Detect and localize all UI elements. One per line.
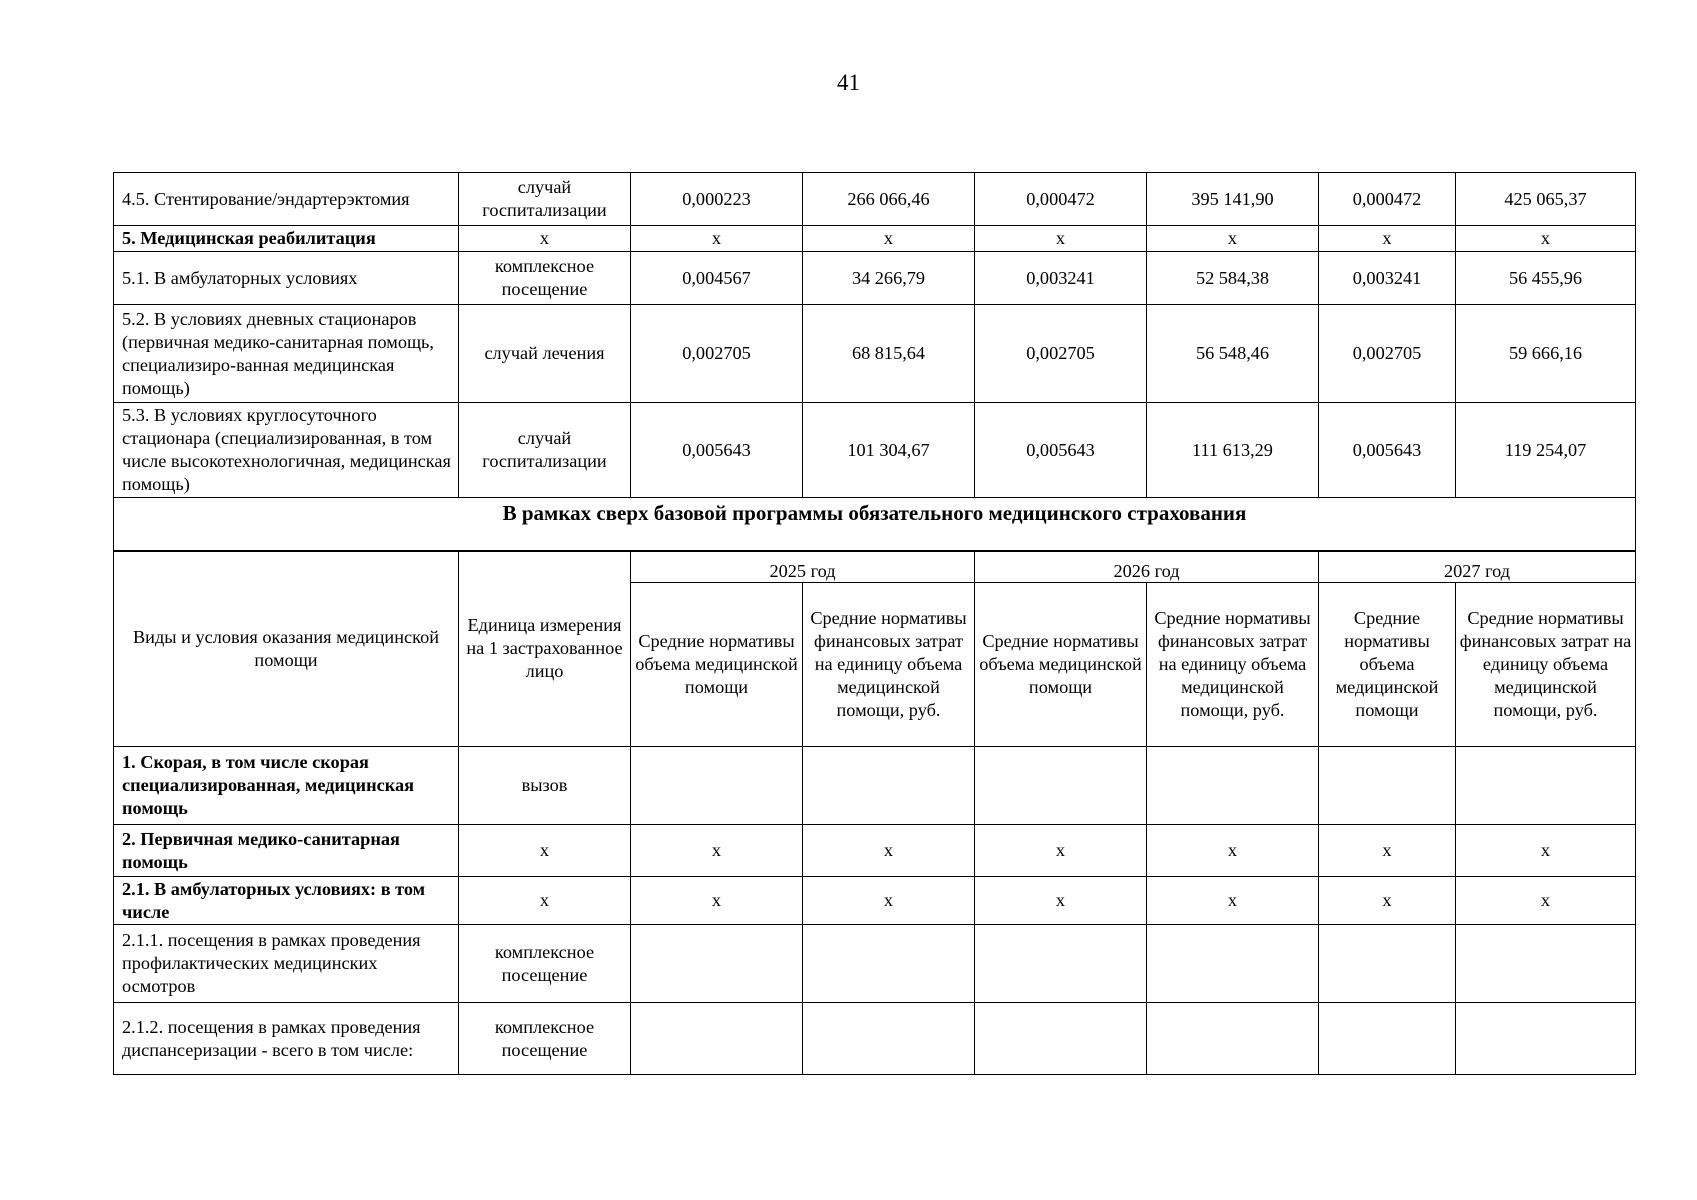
value-cell: х: [1147, 877, 1319, 925]
value-cell: 266 066,46: [803, 173, 975, 226]
value-cell: 56 455,96: [1456, 252, 1636, 305]
value-cell: [1456, 1003, 1636, 1075]
value-cell: 52 584,38: [1147, 252, 1319, 305]
table-row: [114, 825, 1636, 877]
value-cell: 0,000472: [1319, 173, 1456, 226]
value-cell: 0,003241: [975, 252, 1147, 305]
value-cell: х: [631, 226, 803, 252]
value-cell: 0,002705: [975, 305, 1147, 403]
row-label: 1. Скорая, в том числе скорая специализированная, медицинская помощь: [114, 747, 459, 825]
value-cell: [1147, 1003, 1319, 1075]
table-row: [114, 747, 1636, 825]
unit-cell: х: [459, 877, 631, 925]
year-header: 2025 год: [631, 551, 975, 583]
table-row: [114, 403, 1636, 498]
value-cell: [1456, 747, 1636, 825]
row-label: 2. Первичная медико-санитарная помощь: [114, 825, 459, 877]
table-row: [114, 877, 1636, 925]
value-cell: х: [1456, 226, 1636, 252]
value-cell: [975, 925, 1147, 1003]
value-cell: х: [631, 825, 803, 877]
norms-table-part1: [113, 172, 1636, 552]
value-cell: х: [803, 226, 975, 252]
value-cell: 0,005643: [975, 403, 1147, 498]
value-cell: [631, 747, 803, 825]
value-cell: 0,004567: [631, 252, 803, 305]
row-label: 5.2. В условиях дневных стационаров (первичная медико-санитарная помощь, специализиро-ванная медицинская помощь): [114, 305, 459, 403]
value-cell: х: [975, 877, 1147, 925]
row-label: 5. Медицинская реабилитация: [114, 226, 459, 252]
value-cell: 0,003241: [1319, 252, 1456, 305]
value-cell: 0,000223: [631, 173, 803, 226]
year-header: 2026 год: [975, 551, 1319, 583]
value-cell: х: [803, 825, 975, 877]
value-cell: х: [1147, 226, 1319, 252]
value-cell: [1147, 925, 1319, 1003]
value-cell: 395 141,90: [1147, 173, 1319, 226]
value-cell: [1319, 925, 1456, 1003]
value-cell: [631, 925, 803, 1003]
value-cell: 34 266,79: [803, 252, 975, 305]
value-cell: 59 666,16: [1456, 305, 1636, 403]
table-row: [114, 925, 1636, 1003]
value-cell: 425 065,37: [1456, 173, 1636, 226]
unit-cell: вызов: [459, 747, 631, 825]
value-cell: [803, 747, 975, 825]
value-cell: х: [803, 877, 975, 925]
table-row: [114, 173, 1636, 226]
row-label: 5.1. В амбулаторных условиях: [114, 252, 459, 305]
row-label: 2.1. В амбулаторных условиях: в том числе: [114, 877, 459, 925]
year-header: 2027 год: [1319, 551, 1636, 583]
unit-cell: комплексное посещение: [459, 252, 631, 305]
unit-cell: случай лечения: [459, 305, 631, 403]
value-cell: 111 613,29: [1147, 403, 1319, 498]
section-title: В рамках сверх базовой программы обязательного медицинского страхования: [114, 498, 1636, 552]
column-header-type: Виды и условия оказания медицинской помощи: [114, 551, 459, 747]
norms-table-part2: [113, 550, 1636, 1075]
table-row: [114, 305, 1636, 403]
value-cell: [803, 925, 975, 1003]
row-label: 5.3. В условиях круглосуточного стационара (специализированная, в том числе высокотехнологичная, медицинская помощь): [114, 403, 459, 498]
table-row: [114, 252, 1636, 305]
value-cell: х: [1319, 825, 1456, 877]
value-cell: [631, 1003, 803, 1075]
value-cell: [975, 747, 1147, 825]
header-row: [114, 551, 1636, 583]
value-cell: х: [1147, 825, 1319, 877]
value-cell: 0,005643: [631, 403, 803, 498]
unit-cell: х: [459, 226, 631, 252]
value-cell: 0,005643: [1319, 403, 1456, 498]
unit-cell: комплексное посещение: [459, 925, 631, 1003]
value-cell: х: [1319, 877, 1456, 925]
value-cell: [1319, 747, 1456, 825]
section-title-row: [114, 498, 1636, 552]
page-number: 41: [837, 70, 860, 95]
table-row: [114, 226, 1636, 252]
column-header-unit: Единица измерения на 1 застрахованное лицо: [459, 551, 631, 747]
value-cell: х: [975, 825, 1147, 877]
value-cell: [803, 1003, 975, 1075]
column-header-cost: Средние нормативы финансовых затрат на единицу объема медицинской помощи, руб.: [1456, 583, 1636, 747]
value-cell: 0,002705: [631, 305, 803, 403]
value-cell: [975, 1003, 1147, 1075]
value-cell: х: [1319, 226, 1456, 252]
value-cell: 56 548,46: [1147, 305, 1319, 403]
unit-cell: х: [459, 825, 631, 877]
column-header-cost: Средние нормативы финансовых затрат на единицу объема медицинской помощи, руб.: [1147, 583, 1319, 747]
unit-cell: случай госпитализации: [459, 403, 631, 498]
value-cell: 0,002705: [1319, 305, 1456, 403]
value-cell: 101 304,67: [803, 403, 975, 498]
value-cell: 68 815,64: [803, 305, 975, 403]
value-cell: х: [975, 226, 1147, 252]
column-header-volume: Средние нормативы объема медицинской помощи: [1319, 583, 1456, 747]
column-header-volume: Средние нормативы объема медицинской помощи: [631, 583, 803, 747]
value-cell: [1147, 747, 1319, 825]
value-cell: [1319, 1003, 1456, 1075]
value-cell: 0,000472: [975, 173, 1147, 226]
value-cell: х: [1456, 825, 1636, 877]
value-cell: х: [631, 877, 803, 925]
value-cell: х: [1456, 877, 1636, 925]
row-label: 4.5. Стентирование/эндартерэктомия: [114, 173, 459, 226]
row-label: 2.1.2. посещения в рамках проведения диспансеризации - всего в том числе:: [114, 1003, 459, 1075]
row-label: 2.1.1. посещения в рамках проведения профилактических медицинских осмотров: [114, 925, 459, 1003]
column-header-volume: Средние нормативы объема медицинской помощи: [975, 583, 1147, 747]
table-row: [114, 1003, 1636, 1075]
value-cell: [1456, 925, 1636, 1003]
value-cell: 119 254,07: [1456, 403, 1636, 498]
column-header-cost: Средние нормативы финансовых затрат на единицу объема медицинской помощи, руб.: [803, 583, 975, 747]
unit-cell: случай госпитализации: [459, 173, 631, 226]
unit-cell: комплексное посещение: [459, 1003, 631, 1075]
